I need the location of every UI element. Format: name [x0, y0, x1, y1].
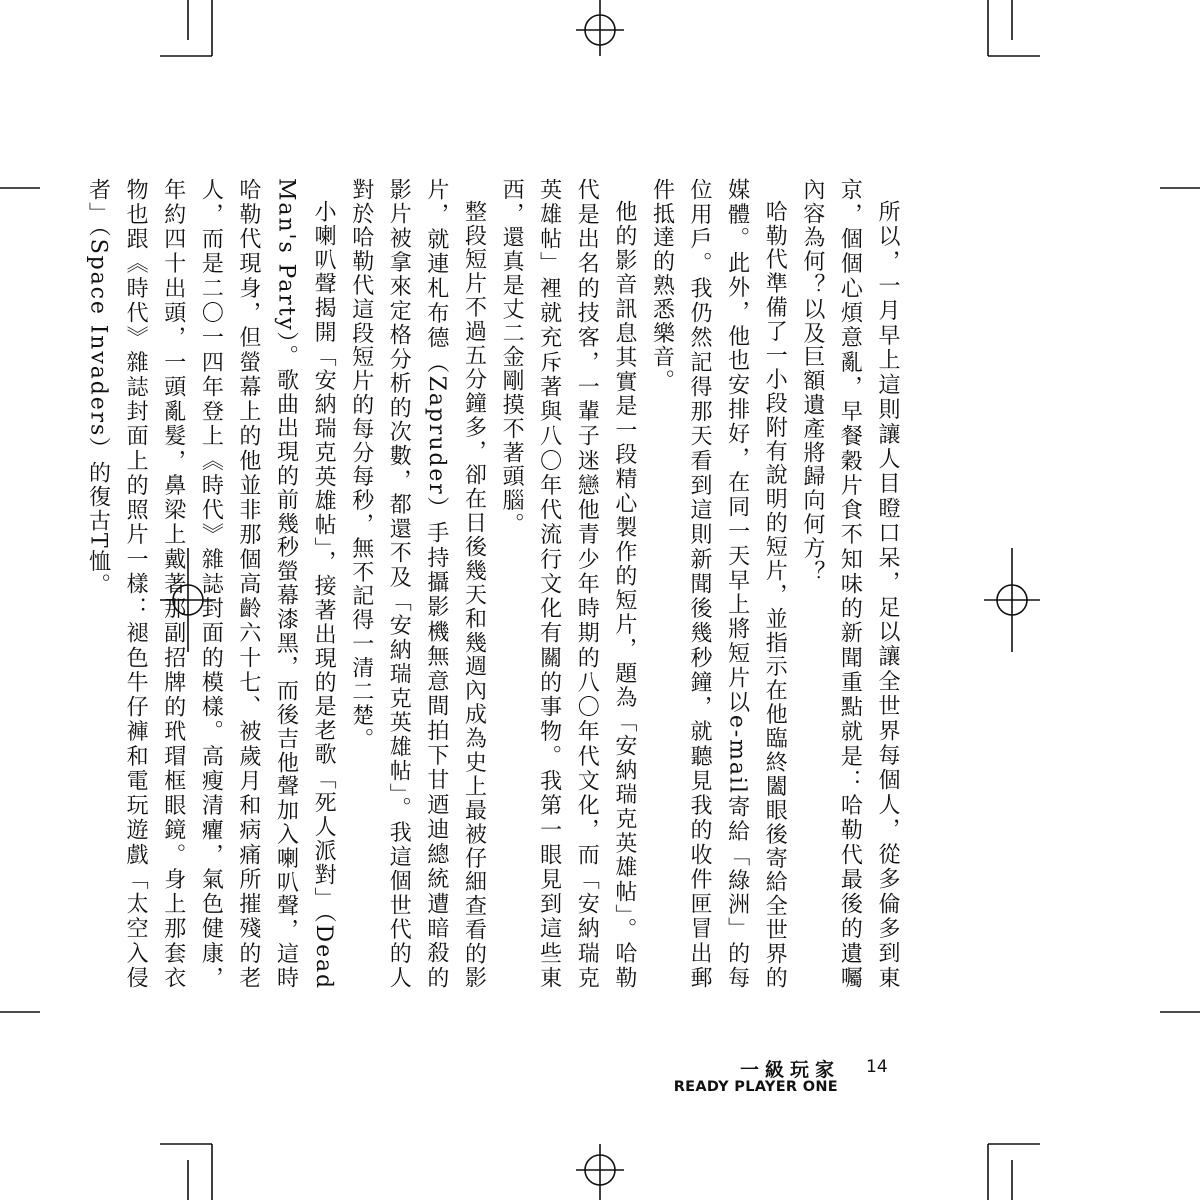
- book-title-chinese: 一級玩家: [739, 1059, 840, 1081]
- body-text: [85, 178, 906, 990]
- paragraph-5: 小喇叭聲揭開「安納瑞克英雄帖」，接著出現的是老歌「死人派對」（Dead Man's Party）。歌曲出現的前幾秒螢幕漆黑，而後吉他聲加入喇叭聲，這時哈勒代現身，但螢幕上的他並非那個高齡六十七、被歲月和病痛所摧殘的老人，而是二〇一四年登上《時代》雜誌封面的模樣。高瘦清癯，氣色健康，年約四十出頭，一頭亂髮，鼻梁上戴著那副招牌的玳瑁框眼鏡。身上那套衣物也跟《時代》雜誌封面上的照片一樣：褪色牛仔褲和電玩遊戲「太空入侵者」（Space Invaders）的復古T恤。: [85, 178, 337, 990]
- paragraph-2: 哈勒代準備了一小段附有說明的短片，並指示在他臨終闔眼後寄給全世界的媒體。此外，他也安排好，在同一天早上將短片以e-mail寄給「綠洲」的每位用戶。我仍然記得那天看到這則新聞後幾秒鐘，就聽見我的收件匣冒出郵件抵達的熟悉樂音。: [649, 178, 788, 990]
- paragraph-3: 他的影音訊息其實是一段精心製作的短片，題為「安納瑞克英雄帖」。哈勒代是出名的技客，一輩子迷戀他青少年時期的八〇年代文化，而「安納瑞克英雄帖」裡就充斥著與八〇年代流行文化有關的事物。我第一眼見到這些東西，還真是丈二金剛摸不著頭腦。: [499, 178, 637, 990]
- paragraph-4: 整段短片不過五分鐘多，卻在日後幾天和幾週內成為史上最被仔細查看的影片，就連札布德（Zapruder）手持攝影機無意間拍下甘迺迪總統遭暗殺的影片被拿來定格分析的次數，都還不及「安納瑞克英雄帖」。我這個世代的人對於哈勒代這段短片的每分每秒，無不記得一清二楚。: [348, 178, 487, 990]
- paragraph-1: 所以，一月早上這則讓人目瞪口呆，足以讓全世界每個人，從多倫多到東京，個個心煩意亂，早餐穀片食不知味的新聞重點就是：哈勒代最後的遺囑內容為何？以及巨額遺產將歸向何方？: [799, 178, 900, 990]
- page-number: 14: [866, 1057, 888, 1077]
- book-title-english: READY PLAYER ONE: [673, 1079, 838, 1095]
